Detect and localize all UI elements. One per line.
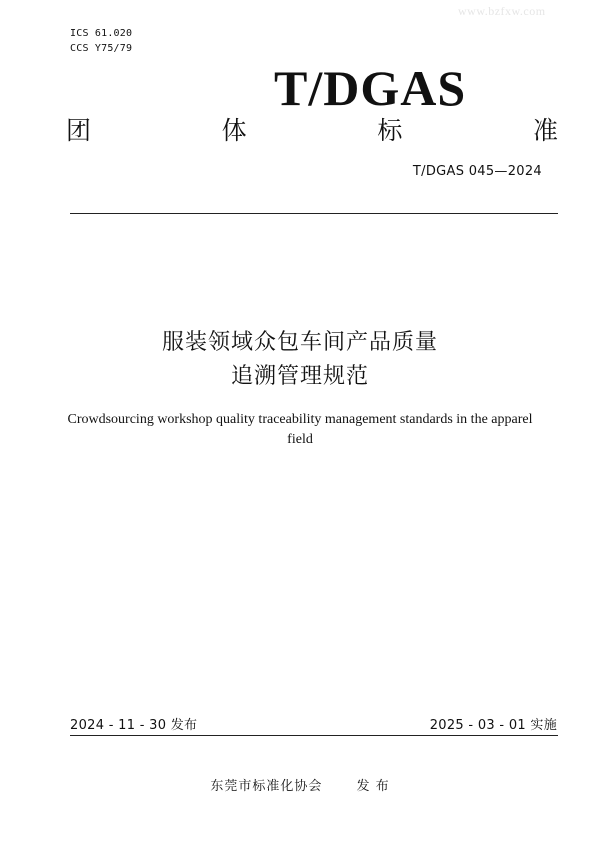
document-number: T/DGAS 045—2024	[412, 164, 542, 179]
chinese-title	[0, 326, 600, 394]
implementation-date: 2025 - 03 - 01 实施	[429, 718, 557, 733]
standard-logo: T/DGAS	[274, 60, 467, 116]
category-char: 标	[377, 116, 403, 145]
english-title	[60, 410, 540, 450]
ccs-code: CCS Y75/79	[70, 43, 133, 54]
issuer	[0, 775, 600, 794]
bottom-divider	[70, 735, 558, 736]
english-title-line-1: Crowdsourcing workshop quality traceability management standards in the apparel	[67, 412, 533, 427]
category-char: 团	[66, 116, 92, 145]
chinese-title-line-2: 追溯管理规范	[230, 364, 369, 389]
watermark-text: www.bzfxw.com	[458, 4, 546, 18]
ics-code: ICS 61.020	[70, 28, 133, 39]
issuer-action: 发 布	[356, 779, 390, 794]
issuer-name: 东莞市标准化协会	[210, 779, 323, 794]
english-title-line-2: field	[287, 432, 313, 447]
publication-date: 2024 - 11 - 30 发布	[70, 718, 198, 733]
category-char: 准	[532, 116, 558, 145]
chinese-title-line-1: 服装领域众包车间产品质量	[161, 330, 438, 355]
standard-category	[66, 112, 558, 146]
category-char: 体	[221, 116, 247, 145]
top-divider	[70, 213, 558, 214]
